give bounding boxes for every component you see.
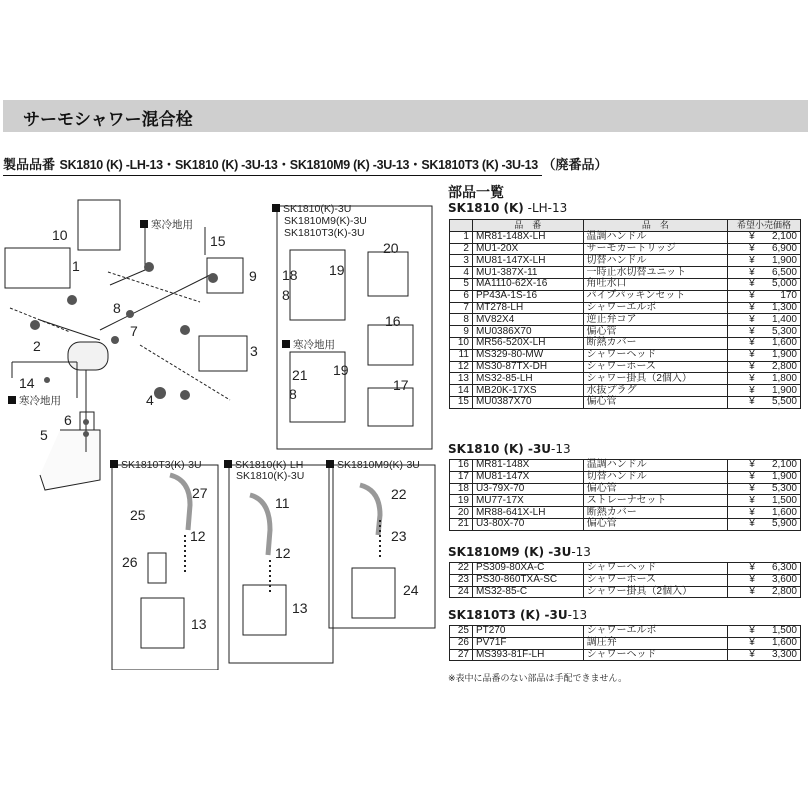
part-number-index: 8 [450,314,473,326]
section-suffix: -LH-13 [523,201,568,215]
price-value: 1,400 [771,313,797,325]
callout-20: 20 [383,240,399,256]
product-label: 製品品番 [3,158,56,173]
part-name: シャワー掛具（2個入） [583,373,728,385]
part-name: サーモカートリッジ [583,243,728,255]
callout-19: 19 [329,262,345,278]
part-price [728,649,801,661]
table-row [450,373,801,385]
part-number-index: 26 [450,637,473,649]
box-3u-model-2: SK1810M9(K)-3U [284,215,367,227]
yen-symbol: ¥ [749,562,755,574]
price-value: 5,300 [771,482,797,494]
part-price [728,385,801,397]
part-number-index: 1 [450,231,473,243]
price-value: 5,000 [771,278,797,290]
callout-12a: 12 [190,528,206,544]
part-number-index: 14 [450,385,473,397]
part-price [728,460,801,472]
part-name: 水抜プラグ [583,385,728,397]
yen-symbol: ¥ [749,325,755,337]
part-name: 角吐水口 [583,278,728,290]
part-name: シャワーエルボ [583,626,728,638]
part-name: 偏心管 [583,518,728,530]
callout-8: 8 [113,300,121,316]
exploded-parts-diagram [0,190,445,670]
table-row [450,326,801,338]
part-code: U3-80X-70 [472,518,583,530]
part-name: シャワーヘッド [583,349,728,361]
part-number-index: 3 [450,255,473,267]
price-value: 1,800 [771,372,797,384]
title-band [3,100,808,132]
callout-25: 25 [130,507,146,523]
square-bullet-icon [282,340,290,348]
price-value: 5,300 [771,325,797,337]
section-suffix: -13 [571,545,591,559]
cold-region-text: 寒冷地用 [293,339,335,351]
table-row [450,231,801,243]
diagram-linework [0,190,445,670]
part-name: シャワー掛具（2個入） [583,586,728,598]
yen-symbol: ¥ [749,625,755,637]
part-name: シャワーヘッド [583,563,728,575]
callout-1: 1 [72,258,80,274]
part-name: シャワーヘッド [583,649,728,661]
yen-symbol: ¥ [749,471,755,483]
page-title: サーモシャワー混合栓 [23,110,193,130]
price-value: 1,900 [771,349,797,361]
col-price: 希望小売価格 [728,220,801,232]
col-no [450,220,473,232]
part-number-index: 7 [450,302,473,314]
section-suffix: -13 [567,608,588,622]
table-body [450,563,801,598]
part-price [728,396,801,408]
table-row [450,302,801,314]
cold-region-label-top [140,220,193,231]
part-name: 温調ハンドル [583,460,728,472]
box-3u-model-3: SK1810T3(K)-3U [284,227,365,239]
col-code: 品 番 [472,220,583,232]
part-number-index: 2 [450,243,473,255]
square-bullet-icon [110,460,118,468]
callout-22: 22 [391,486,407,502]
part-price [728,243,801,255]
table-row [450,314,801,326]
price-value: 5,900 [771,518,797,530]
part-code: MR81-148X-LH [472,231,583,243]
yen-symbol: ¥ [749,637,755,649]
part-name: シャワーエルボ [583,302,728,314]
part-price [728,471,801,483]
part-number-index: 21 [450,518,473,530]
part-code: MU0386X70 [472,326,583,338]
square-bullet-icon [140,220,148,228]
part-name: 切替ハンドル [583,255,728,267]
yen-symbol: ¥ [749,301,755,313]
callout-7: 7 [130,323,138,339]
part-number-index: 5 [450,278,473,290]
part-code: MU81-147X [472,471,583,483]
price-value: 2,800 [771,585,797,597]
price-value: 1,900 [771,471,797,483]
callout-19b: 19 [333,362,349,378]
part-number-index: 23 [450,574,473,586]
section-title-sk1810-3u [448,442,571,456]
yen-symbol: ¥ [749,518,755,530]
section-title-sk1810-lh [448,201,567,215]
callout-15: 15 [210,233,226,249]
yen-symbol: ¥ [749,313,755,325]
part-name: シャワーホース [583,361,728,373]
price-value: 3,600 [771,574,797,586]
callout-12b: 12 [275,545,291,561]
cold-region-text: 寒冷地用 [19,395,61,407]
part-number-index: 24 [450,586,473,598]
table-row [450,396,801,408]
product-models: SK1810 (K) -LH-13・SK1810 (K) -3U-13・SK1810M9 (K) -3U-13・SK1810T3 (K) -3U-13 [59,158,538,172]
table-row [450,267,801,279]
part-number-index: 9 [450,326,473,338]
part-code: U3-79X-70 [472,483,583,495]
price-value: 1,600 [771,506,797,518]
part-name: 一時止水切替ユニット [583,267,728,279]
yen-symbol: ¥ [749,372,755,384]
cold-region-label-3u [282,340,335,351]
price-value: 2,800 [771,360,797,372]
table-row [450,626,801,638]
part-price [728,626,801,638]
price-value: 1,600 [771,637,797,649]
part-code: MS32-85-LH [472,373,583,385]
price-value: 1,900 [771,254,797,266]
part-code: MU0387X70 [472,396,583,408]
part-price [728,255,801,267]
table-row [450,518,801,530]
callout-13b: 13 [292,600,308,616]
part-price [728,361,801,373]
yen-symbol: ¥ [749,384,755,396]
part-code: MS393-81F-LH [472,649,583,661]
section-model: SK1810 (K) -3U [448,442,552,456]
table-row [450,243,801,255]
callout-26: 26 [122,554,138,570]
price-value: 170 [780,290,797,302]
price-value: 5,500 [771,396,797,408]
model-text: SK1810M9(K)-3U [337,459,420,471]
yen-symbol: ¥ [749,494,755,506]
footnote: ※表中に品番のない部品は手配できません。 [448,674,628,684]
section-suffix: -13 [551,442,571,456]
parts-table-sk1810-lh [449,219,801,409]
table-row [450,483,801,495]
callout-18: 18 [282,267,298,283]
part-price [728,574,801,586]
price-value: 1,900 [771,384,797,396]
part-price [728,518,801,530]
part-price [728,507,801,519]
shower-box-std-title-2: SK1810(K)-3U [236,470,305,482]
callout-16: 16 [385,313,401,329]
part-code: PT270 [472,626,583,638]
part-number-index: 11 [450,349,473,361]
part-code: MR81-148X [472,460,583,472]
part-number-index: 6 [450,290,473,302]
part-name: 偏心管 [583,396,728,408]
part-number-index: 19 [450,495,473,507]
part-price [728,290,801,302]
discontinued-label: （廃番品） [542,158,608,173]
table-body [450,626,801,661]
yen-symbol: ¥ [749,585,755,597]
section-model: SK1810M9 (K) -3U [448,545,572,559]
callout-10: 10 [52,227,68,243]
part-code: PV71F [472,637,583,649]
table-row [450,495,801,507]
yen-symbol: ¥ [749,254,755,266]
section-title-sk1810t3-3u [448,608,587,622]
callout-4: 4 [146,392,154,408]
callout-21: 21 [292,367,308,383]
yen-symbol: ¥ [749,337,755,349]
yen-symbol: ¥ [749,574,755,586]
part-code: MV82X4 [472,314,583,326]
table-row [450,278,801,290]
table-row [450,507,801,519]
price-value: 2,100 [771,459,797,471]
callout-9: 9 [249,268,257,284]
part-code: PP43A-1S-16 [472,290,583,302]
table-row [450,649,801,661]
table-row [450,637,801,649]
part-number-index: 12 [450,361,473,373]
part-number-index: 13 [450,373,473,385]
box-3u-model-1 [272,204,351,215]
table-row [450,586,801,598]
part-name: 温調ハンドル [583,231,728,243]
part-price [728,267,801,279]
yen-symbol: ¥ [749,459,755,471]
callout-3: 3 [250,343,258,359]
yen-symbol: ¥ [749,290,755,302]
parts-table-sk1810m9-3u [449,562,801,598]
part-price [728,302,801,314]
table-row [450,349,801,361]
part-name: 偏心管 [583,326,728,338]
price-value: 1,300 [771,301,797,313]
part-name: 断熱カバー [583,507,728,519]
price-value: 1,500 [771,494,797,506]
square-bullet-icon [326,460,334,468]
callout-14: 14 [19,375,35,391]
part-price [728,231,801,243]
part-name: 断熱カバー [583,337,728,349]
part-number-index: 15 [450,396,473,408]
table-row [450,460,801,472]
part-number-index: 18 [450,483,473,495]
part-number-index: 22 [450,563,473,575]
part-price [728,586,801,598]
yen-symbol: ¥ [749,482,755,494]
price-value: 1,600 [771,337,797,349]
section-model: SK1810 (K) [448,201,524,215]
callout-13a: 13 [191,616,207,632]
callout-2: 2 [33,338,41,354]
part-price [728,483,801,495]
model-text: SK1810T3(K)-3U [121,459,202,471]
price-value: 6,300 [771,562,797,574]
yen-symbol: ¥ [749,360,755,372]
table-row [450,574,801,586]
part-price [728,349,801,361]
table-row [450,385,801,397]
part-price [728,314,801,326]
part-code: MB20K-17XS [472,385,583,397]
part-code: PS30-860TXA-SC [472,574,583,586]
shower-box-t3-title [110,460,202,471]
section-title-sk1810m9-3u [448,545,591,559]
yen-symbol: ¥ [749,648,755,660]
cold-region-text: 寒冷地用 [151,219,193,231]
square-bullet-icon [272,204,280,212]
price-value: 1,500 [771,625,797,637]
callout-11: 11 [275,495,290,511]
part-price [728,373,801,385]
parts-table-sk1810t3-3u [449,625,801,661]
part-code: MA1110-62X-16 [472,278,583,290]
part-number-index: 16 [450,460,473,472]
square-bullet-icon [8,396,16,404]
price-value: 3,300 [771,648,797,660]
model-text: SK1810(K)-3U [283,203,352,215]
yen-symbol: ¥ [749,349,755,361]
table-row [450,563,801,575]
callout-27: 27 [192,485,208,501]
table-row [450,471,801,483]
part-name: 切替ハンドル [583,471,728,483]
table-row [450,255,801,267]
yen-symbol: ¥ [749,242,755,254]
yen-symbol: ¥ [749,278,755,290]
part-number-index: 17 [450,471,473,483]
yen-symbol: ¥ [749,231,755,243]
section-model: SK1810T3 (K) -3U [448,608,568,622]
part-name: 調圧弁 [583,637,728,649]
callout-8b: 8 [282,287,290,303]
part-price [728,495,801,507]
part-number-index: 10 [450,337,473,349]
parts-table-sk1810-3u [449,459,801,531]
callout-6: 6 [64,412,72,428]
part-name: シャワーホース [583,574,728,586]
price-value: 6,500 [771,266,797,278]
price-value: 2,100 [771,231,797,243]
part-code: MS329-80-MW [472,349,583,361]
part-name: ストレーナセット [583,495,728,507]
part-code: PS309-80XA-C [472,563,583,575]
shower-box-m9-title [326,460,420,471]
part-price [728,337,801,349]
callout-24: 24 [403,582,419,598]
part-price [728,563,801,575]
part-code: MS30-87TX-DH [472,361,583,373]
parts-list-title: 部品一覧 [448,185,504,201]
part-code: MU81-147X-LH [472,255,583,267]
price-value: 6,900 [771,242,797,254]
table-header-row [450,220,801,232]
part-name: パイプパッキンセット [583,290,728,302]
part-code: MU77-17X [472,495,583,507]
part-code: MR88-641X-LH [472,507,583,519]
part-price [728,278,801,290]
part-code: MR56-520X-LH [472,337,583,349]
yen-symbol: ¥ [749,506,755,518]
callout-8c: 8 [289,386,297,402]
callout-17: 17 [393,377,409,393]
part-code: MS32-85-C [472,586,583,598]
part-price [728,326,801,338]
part-code: MT278-LH [472,302,583,314]
part-code: MU1-20X [472,243,583,255]
square-bullet-icon [224,460,232,468]
table-row [450,337,801,349]
callout-5: 5 [40,427,48,443]
product-number-underlined [3,158,542,176]
table-row [450,361,801,373]
part-number-index: 4 [450,267,473,279]
yen-symbol: ¥ [749,396,755,408]
part-price [728,637,801,649]
part-number-index: 25 [450,626,473,638]
yen-symbol: ¥ [749,266,755,278]
callout-23: 23 [391,528,407,544]
table-body [450,460,801,531]
part-name: 偏心管 [583,483,728,495]
part-number-index: 27 [450,649,473,661]
part-code: MU1-387X-11 [472,267,583,279]
table-row [450,290,801,302]
part-number-index: 20 [450,507,473,519]
product-number-line [3,154,607,173]
model-text: SK1810(K)-LH [235,459,304,471]
table-body [450,231,801,408]
part-name: 逆止弁コア [583,314,728,326]
cold-region-label-left [8,396,61,407]
col-name: 品 名 [583,220,728,232]
